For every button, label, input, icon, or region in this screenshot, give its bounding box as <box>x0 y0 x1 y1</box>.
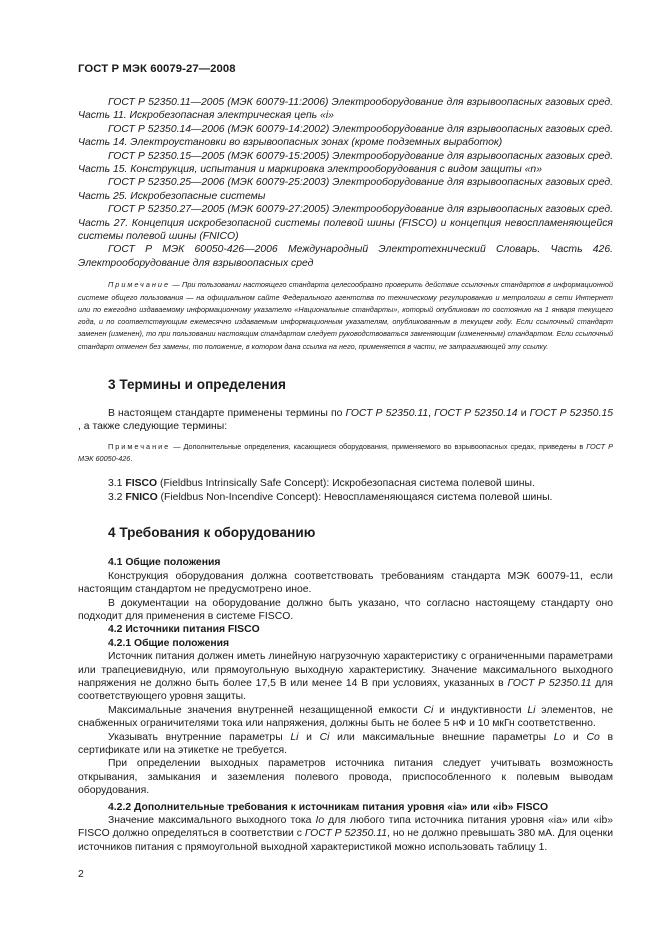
symbol: Ci <box>423 704 434 716</box>
symbol: Li <box>290 731 299 743</box>
paragraph: При определении выходных параметров источника питания следует учитывать возможность открывания, замыкания и заземления полевого провода, приспособленного к полевым выводам оборудования. <box>78 758 613 797</box>
page-number: 2 <box>78 869 84 880</box>
paragraph <box>78 731 613 758</box>
intro-text: , а также следующие термины: <box>78 421 228 433</box>
paragraph-text: Источник питания должен иметь линейную нагрузочную характеристику с ограниченными параметрами или трапециевидную, или прямоугольную выходную характеристику. Значение максимального выходного напряжения не должно быть более 17,5 В или менее 14 В при условиях, указанных в <box>78 651 613 689</box>
subsection-4-2-1-title: 4.2.1 Общие положения <box>108 637 230 649</box>
reference-item: ГОСТ Р 52350.25—2006 (МЭК 60079-25:2003) Электрооборудование для взрывоопасных газовых сред. Часть 25. Искробезопасные системы <box>78 177 613 202</box>
term-fnico <box>78 491 613 504</box>
paragraph: В документации на оборудование должно быть указано, что согласно настоящему стандарту оно подходит для применения в системе FISCO. <box>78 597 613 622</box>
note-references <box>78 279 613 353</box>
subsection-4-2-2-title: 4.2.2 Дополнительные требования к источникам питания уровня «ia» или «ib» FISCO <box>108 801 549 813</box>
paragraph-ref: ГОСТ Р 52350.11 <box>304 828 388 840</box>
intro-text: , <box>428 408 435 420</box>
symbol: Li <box>527 704 536 716</box>
document-header: ГОСТ Р МЭК 60079-27—2008 <box>78 63 236 75</box>
note-label: Примечание <box>108 441 171 451</box>
term-fisco <box>78 477 613 490</box>
page-content <box>78 96 613 854</box>
terms-intro <box>78 407 613 434</box>
symbol: Io <box>315 815 325 826</box>
paragraph-text: для любого типа источника питания уровня «ia» или «ib» FISCO должно определяться в соответствии с <box>78 815 613 840</box>
paragraph-text: , но не должно превышать 380 мА. Для оценки источников питания с прямоугольной выходной характеристикой можно использовать таблицу 1. <box>78 828 613 853</box>
intro-ref: ГОСТ Р 52350.15 <box>529 408 614 420</box>
term-definition: (Fieldbus Non-Incendive Concept): Невоспламеняющаяся система полевой шины. <box>157 491 553 503</box>
paragraph-text: элементов, не снабженных ограничителями тока или напряжения, должны быть не более 5 нФ и 10 мкГн соответственно. <box>78 704 613 730</box>
term-name: FNICO <box>125 491 158 503</box>
symbol: Lo <box>553 731 566 743</box>
paragraph-text: и индуктивности <box>433 704 528 716</box>
note-text: — При пользовании настоящего стандарта целесообразно проверить действие ссылочных стандартов в информационной системе общего пользования — на официальном сайте Федерального агентства по техническому регулированию и метрологии в сети Интернет или по ежегодно издаваемому информационному указателю «Национальные стандарты», который опубликован по состоянию на 1 января текущего года, и по соответствующим ежемесячно издаваемым информационным указателям, опубликованным в текущем году. Если ссылочный стандарт заменен (изменен), то при пользовании настоящим стандартом следует руководствоваться заменяющим (измененным) стандартом. Если ссылочный стандарт отменен без замены, то положение, в котором дана ссылка на него, применяется в части, не затрагивающей эту ссылку. <box>78 280 613 351</box>
intro-text: и <box>517 408 530 420</box>
reference-item: ГОСТ Р 52350.15—2005 (МЭК 60079-15:2005) Электрооборудование для взрывоопасных газовых сред. Часть 15. Конструкция, испытания и маркировка электрооборудования с видом защиты «n» <box>78 150 613 176</box>
paragraph <box>78 704 613 731</box>
paragraph: Конструкция оборудования должна соответствовать требованиям стандарта МЭК 60079-11, если настоящим стандартом не предусмотрено иное. <box>78 570 613 596</box>
term-name: FISCO <box>125 478 158 490</box>
paragraph <box>78 650 613 704</box>
note-text: . <box>130 454 133 464</box>
paragraph <box>78 814 613 854</box>
paragraph-ref: ГОСТ Р 52350.11 <box>507 677 592 689</box>
reference-item: ГОСТ Р 52350.11—2005 (МЭК 60079-11:2006) Электрооборудование для взрывоопасных газовых сред. Часть 11. Искробезопасная электрическая цепь «i» <box>78 97 613 122</box>
reference-item: ГОСТ Р 52350.27—2005 (МЭК 60079-27:2005) Электрооборудование для взрывоопасных газовых сред. Часть 27. Концепция искробезопасной системы полевой шины (FISCO) и концепция невоспламеняющейся системы полевой шины (FNICO) <box>78 204 613 243</box>
symbol: Ci <box>319 731 330 743</box>
term-definition: (Fieldbus Intrinsically Safe Concept): Искробезопасная система полевой шины. <box>157 478 535 490</box>
symbol: Co <box>586 731 600 743</box>
paragraph-text: для соответствующего уровня защиты. <box>78 677 613 703</box>
note-label: Примечание <box>108 280 171 290</box>
note-text: — Дополнительные определения, касающиеся оборудования, применяемого во взрывоопасных средах, приведены в <box>173 441 587 451</box>
paragraph-text: Максимальные значения внутренней незащищенной емкости <box>108 704 424 716</box>
intro-text: В настоящем стандарте применены термины по <box>108 408 346 420</box>
reference-item: ГОСТ Р 52350.14—2006 (МЭК 60079-14:2002) Электрооборудование для взрывоопасных газовых сред. Часть 14. Электроустановки во взрывоопасных зонах (кроме подземных выработок) <box>78 123 613 149</box>
intro-ref: ГОСТ Р 52350.14 <box>434 408 518 420</box>
terms-note <box>78 441 613 466</box>
paragraph-text: Значение максимального выходного тока <box>108 815 316 826</box>
section-3-heading: 3 Термины и определения <box>108 377 286 393</box>
note-ref: ГОСТ Р МЭК 60050-426 <box>78 441 613 464</box>
normative-references <box>78 96 613 270</box>
term-number: 3.2 <box>108 491 123 503</box>
paragraph-text: и <box>306 731 312 743</box>
paragraph-text: или максимальные внешние параметры <box>329 731 554 743</box>
paragraph-text: в сертификате или на этикетке не требуется. <box>78 731 613 756</box>
paragraph-text: Указывать внутренние параметры <box>108 731 291 743</box>
term-number: 3.1 <box>108 478 123 490</box>
subsection-4-1-title: 4.1 Общие положения <box>108 557 221 569</box>
subsection-4-2-title: 4.2 Источники питания FISCO <box>108 624 260 636</box>
paragraph-text: и <box>573 731 579 743</box>
intro-ref: ГОСТ Р 52350.11 <box>345 408 429 420</box>
section-4-heading: 4 Требования к оборудованию <box>108 525 316 541</box>
reference-item: ГОСТ Р МЭК 60050-426—2006 Международный Электротехнический Словарь. Часть 426. Электрооборудование для взрывоопасных сред <box>78 244 613 269</box>
